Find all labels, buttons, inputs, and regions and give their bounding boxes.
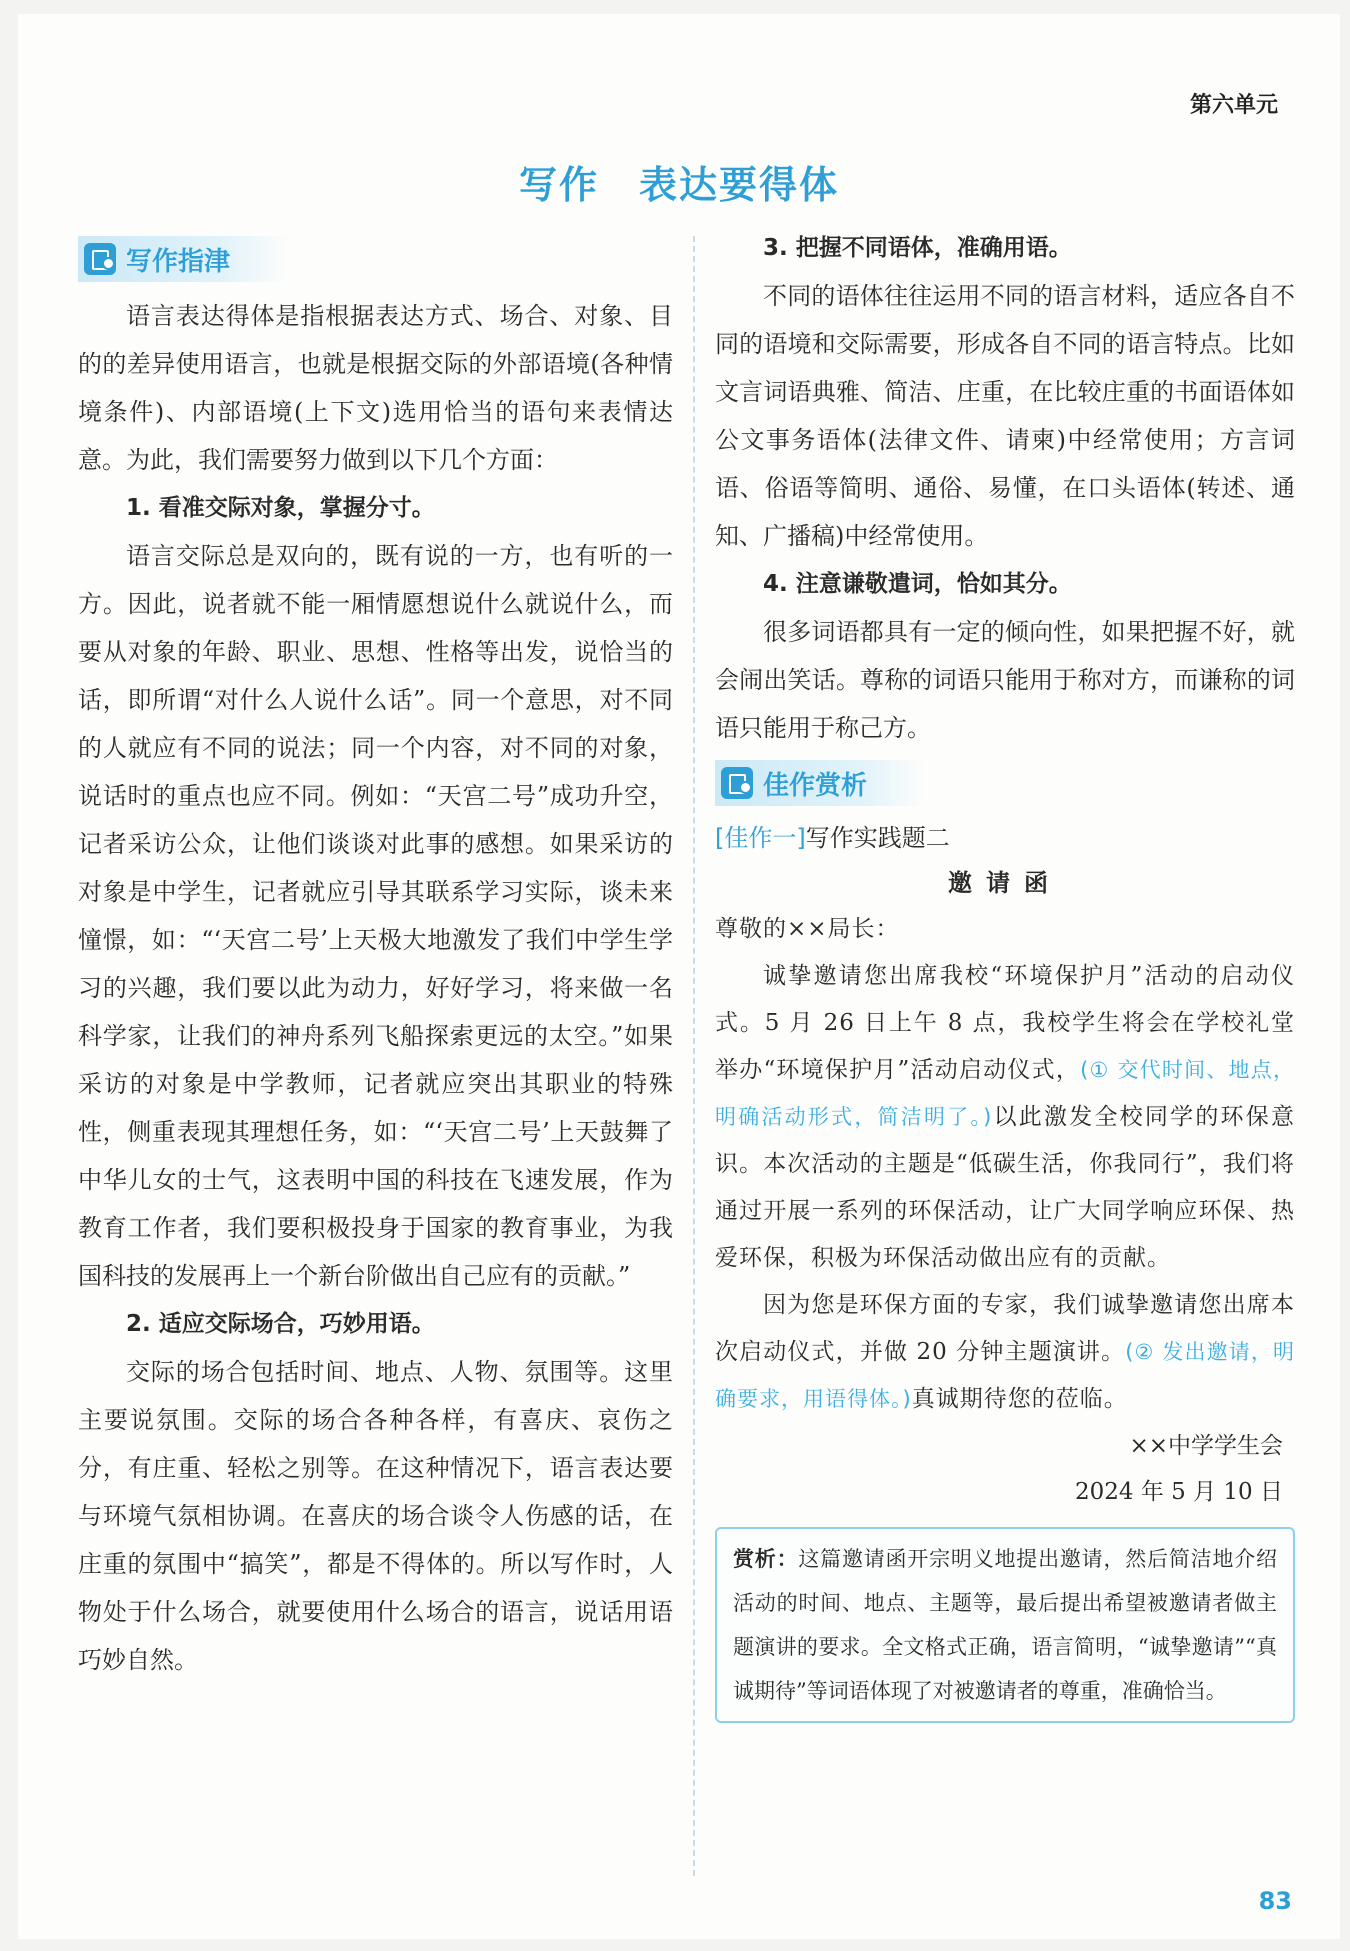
section-title-guide: 写作指津 <box>126 246 231 277</box>
point3-text: 不同的语体往往运用不同的语言材料，适应各自不同的语境和交际需要，形成各自不同的语言特点。比如文言词语典雅、简洁、庄重，在比较庄重的书面语体如公文事务语体(法律文件、请柬)中经常使用；方言词语、俗语等简明、通俗、易懂，在口头语体(转述、通知、广播稿)中经常使用。 <box>715 282 1295 550</box>
model-tag-desc: 写作实践题二 <box>805 824 950 852</box>
point1-heading: 1. 看准交际对象，掌握分寸。 <box>126 495 435 521</box>
left-column <box>78 236 673 1684</box>
comment-lead: 赏析： <box>733 1547 799 1571</box>
comment-body: 这篇邀请函开宗明义地提出邀请，然后简洁地介绍活动的时间、地点、主题等，最后提出希望被邀请者做主题演讲的要求。全文格式正确，语言简明，“诚挚邀请”“真诚期待”等词语体现了对被邀请者的尊重，准确恰当。 <box>733 1547 1277 1703</box>
letter-date: 2024 年 5 月 10 日 <box>1075 1479 1283 1505</box>
page-title-part1: 写作 <box>518 163 599 207</box>
comment-text <box>733 1537 1277 1713</box>
page-title-part2: 表达要得体 <box>639 163 840 207</box>
model-tag: [佳作一] <box>715 824 806 852</box>
letter-para1-a: 诚挚邀请您出席我校“环境保护月”活动的启动仪式。5 月 26 日上午 8 点，我校学生将会在学校礼堂举办“环境保护月”活动启动仪式， <box>715 963 1295 1083</box>
letter-para1-b: 以此激发全校同学的环保意识。本次活动的主题是“低碳生活，你我同行”，我们将通过开展一系列的环保活动，让广大同学响应环保、热爱环保，积极为环保活动做出应有的贡献。 <box>715 1104 1295 1271</box>
point2-heading: 2. 适应交际场合，巧妙用语。 <box>126 1311 435 1337</box>
right-column <box>715 236 1295 1723</box>
column-divider <box>693 236 695 1876</box>
point2-text: 交际的场合包括时间、地点、人物、氛围等。这里主要说氛围。交际的场合各种各样，有喜庆、哀伤之分，有庄重、轻松之别等。在这种情况下，语言表达要与环境气氛相协调。在喜庆的场合谈令人伤感的话，在庄重的氛围中“搞笑”，都是不得体的。所以写作时，人物处于什么场合，就要使用什么场合的语言，说话用语巧妙自然。 <box>78 1358 673 1674</box>
unit-label: 第六单元 <box>1189 93 1278 118</box>
annotation-1: (① 交代时间、地点，明确活动形式，简洁明了。) <box>715 1058 1295 1129</box>
letter-signer: ××中学学生会 <box>1129 1433 1283 1459</box>
invitation-letter <box>715 860 1295 1515</box>
textbook-page <box>18 14 1340 1939</box>
section-header-guide <box>78 236 288 282</box>
letter-para2-a: 因为您是环保方面的专家，我们诚挚邀请您出席本次启动仪式，并做 20 分钟主题演讲。 <box>715 1292 1295 1365</box>
letter-salutation: 尊敬的××局长： <box>715 916 900 942</box>
point4-text: 很多词语都具有一定的倾向性，如果把握不好，就会闹出笑话。尊称的词语只能用于称对方，而谦称的词语只能用于称己方。 <box>715 618 1295 742</box>
section-title-model: 佳作赏析 <box>763 770 868 801</box>
letter-title: 邀请函 <box>948 869 1062 897</box>
letter-para2-b: 真诚期待您的莅临。 <box>911 1386 1128 1412</box>
page-number: 83 <box>1258 1887 1292 1915</box>
point1-text: 语言交际总是双向的，既有说的一方，也有听的一方。因此，说者就不能一厢情愿想说什么就说什么，而要从对象的年龄、职业、思想、性格等出发，说恰当的话，即所谓“对什么人说什么话”。同一个意思，对不同的人就应有不同的说法；同一个内容，对不同的对象，说话时的重点也应不同。例如：“天宫二号”成功升空，记者采访公众，让他们谈谈对此事的感想。如果采访的对象是中学生，记者就应引导其联系学习实际，谈未来憧憬，如：“‘天宫二号’上天极大地激发了我们中学生学习的兴趣，我们要以此为动力，好好学习，将来做一名科学家，让我们的神舟系列飞船探索更远的太空。”如果采访的对象是中学教师，记者就应突出其职业的特殊性，侧重表现其理想任务，如：“‘天宫二号’上天鼓舞了中华儿女的士气，这表明中国的科技在飞速发展，作为教育工作者，我们要积极投身于国家的教育事业，为我国科技的发展再上一个新台阶做出自己应有的贡献。” <box>78 542 673 1290</box>
model-essay-label <box>715 816 1295 860</box>
section-header-model <box>715 760 925 806</box>
point4-heading: 4. 注意谦敬遣词，恰如其分。 <box>763 571 1072 597</box>
letter-paragraph-2 <box>715 1282 1295 1423</box>
guide-intro: 语言表达得体是指根据表达方式、场合、对象、目的的差异使用语言，也就是根据交际的外部语境(各种情境条件)、内部语境(上下文)选用恰当的语句来表情达意。为此，我们需要努力做到以下几个方面： <box>78 302 673 474</box>
letter-paragraph-1 <box>715 953 1295 1282</box>
pencil-note-icon <box>721 767 753 799</box>
page-title <box>18 154 1340 209</box>
annotation-2: (② 发出邀请，明确要求，用语得体。) <box>715 1340 1296 1411</box>
point3-heading: 3. 把握不同语体，准确用语。 <box>763 235 1072 261</box>
comment-box <box>715 1527 1295 1723</box>
pencil-note-icon <box>84 243 116 275</box>
